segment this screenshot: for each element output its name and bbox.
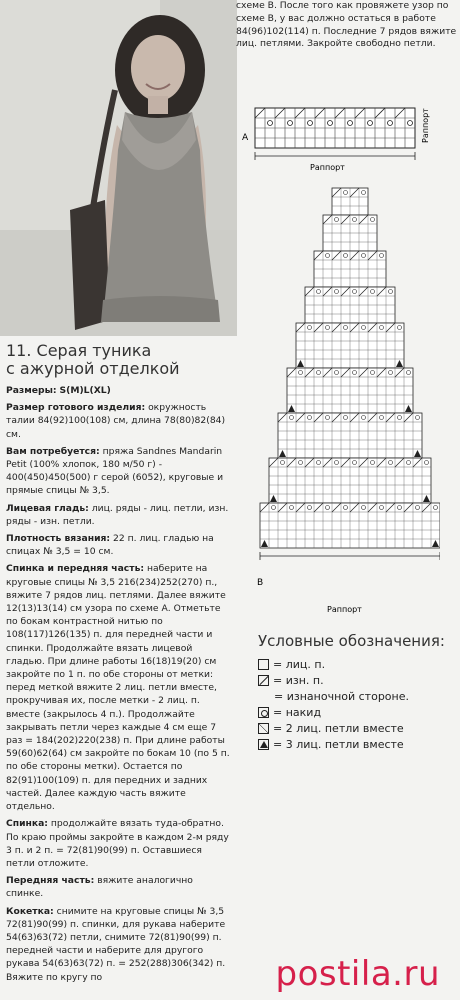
chart-a-rapport-label: Раппорт xyxy=(310,163,345,172)
continuation-text: схеме В. После того как провяжете узор по схеме В, у вас должно остаться в работе 84(96)102(114) п. Последние 7 рядов вяжите лиц. петлями. Закройте свободно петли. xyxy=(236,0,457,50)
legend-text: = изн. п. xyxy=(273,674,324,687)
diagonal-square-icon xyxy=(258,723,269,734)
back-label: Спинка: xyxy=(6,818,48,830)
circle-square-icon xyxy=(258,707,269,718)
legend-title: Условные обозначения: xyxy=(258,632,445,650)
sizes-label: Размеры: xyxy=(6,385,57,396)
need-label: Вам потребуется: xyxy=(6,445,100,457)
legend-text: = изнаночной стороне. xyxy=(274,690,409,703)
watermark-area xyxy=(0,940,460,1000)
legend-text: = 3 лиц. петли вместе xyxy=(273,738,404,751)
legend-text: = лиц. п. xyxy=(273,658,326,671)
pattern-description xyxy=(6,338,232,988)
chart-b-row-label: B xyxy=(257,578,264,588)
front-value: вяжите аналогично спинке. xyxy=(6,875,193,900)
finished-label: Размер готового изделия: xyxy=(6,402,146,414)
legend xyxy=(258,632,458,754)
slash-square-icon xyxy=(258,675,269,686)
title-line-1: 11. Серая туника xyxy=(6,341,152,360)
legend-item xyxy=(258,690,458,703)
legend-item xyxy=(258,674,458,687)
yoke-label: Кокетка: xyxy=(6,905,54,917)
chart-a-grid xyxy=(240,98,440,176)
chart-b xyxy=(255,180,440,620)
chart-a-row-label: A xyxy=(242,133,249,143)
tunic-photo xyxy=(0,0,237,336)
back-front-label: Спинка и передняя часть: xyxy=(6,563,145,575)
chart-b-rapport-label: Раппорт xyxy=(327,605,362,614)
filled-triangle-icon xyxy=(258,739,269,750)
gauge-value: 22 п. лиц. гладью на спицах № 3,5 = 10 см. xyxy=(6,533,214,558)
legend-item xyxy=(258,706,458,719)
stst-value: лиц. ряды - лиц. петли, изн. ряды - изн. петли. xyxy=(6,502,229,527)
chart-a xyxy=(240,98,440,176)
gauge-label: Плотность вязания: xyxy=(6,533,111,545)
empty-square-icon xyxy=(258,659,269,670)
legend-item xyxy=(258,722,458,735)
legend-item xyxy=(258,738,458,751)
chart-a-side-label: Раппорт xyxy=(421,108,430,143)
need-value: пряжа Sandnes Mandarin Petit (100% хлопок, 180 м/50 г) - 400(450)450(500) г серой (6052), круговые и прямые спицы № 3,5. xyxy=(6,445,224,497)
stst-label: Лицевая гладь: xyxy=(6,502,89,514)
title-line-2: с ажурной отделкой xyxy=(6,359,180,378)
back-value: продолжайте вязать туда-обратно. По краю проймы закройте в каждом 2-м ряду 3 п. и 2 п. = 72(81)90(99) п. Оставшиеся петли отложите. xyxy=(6,818,229,869)
yoke-value: снимите на круговые спицы № 3,5 72(81)90(99) п. спинки, для рукава наберите 54(63)63(72) петли, снимите 72(81)90(99) п. передней части и наберите для другого рукава 54(63)63(72) п. = 252(288)306(342) п. Вяжите по кругу по xyxy=(6,905,226,983)
finished-value: окружность талии 84(92)100(108) см, длина 78(80)82(84) см. xyxy=(6,402,226,440)
legend-text: = накид xyxy=(273,706,322,719)
chart-b-grid xyxy=(255,180,440,620)
front-label: Передняя часть: xyxy=(6,875,95,887)
watermark-logo: postila.ru xyxy=(275,954,440,994)
legend-text: = 2 лиц. петли вместе xyxy=(273,722,404,735)
sizes-value: S(M)L(XL) xyxy=(59,385,111,396)
legend-item xyxy=(258,658,458,671)
back-front-value: наберите на круговые спицы № 3,5 216(234)252(270) п., вяжите 7 рядов лиц. петлями. Далее вяжите 12(13)13(14) см узора по схеме А. Отметьте по бокам контрастной нитью по 108(117)126(135) п. для передней части и спинки. Продолжайте вязать лицевой гладью. При длине работы 16(18)19(20) см закройте по 1 п. по обе стороны от метки: перед меткой вяжите 2 лиц. петли вместе, прокручивая их, после метки - 2 лиц. п. вместе (закрылось 4 п.). Продолжайте закрывать петли через каждые 4 см еще 7 раз = 184(202)220(238) п. При длине работы 59(60)62(64) см закройте по бокам 10 (по 5 п. по обе стороны метки). Остается по 82(91)100(109) п. для передних и задних частей. Далее каждую часть вяжите отдельно. xyxy=(6,563,230,813)
model-illustration xyxy=(0,0,237,336)
pattern-title xyxy=(6,342,232,378)
